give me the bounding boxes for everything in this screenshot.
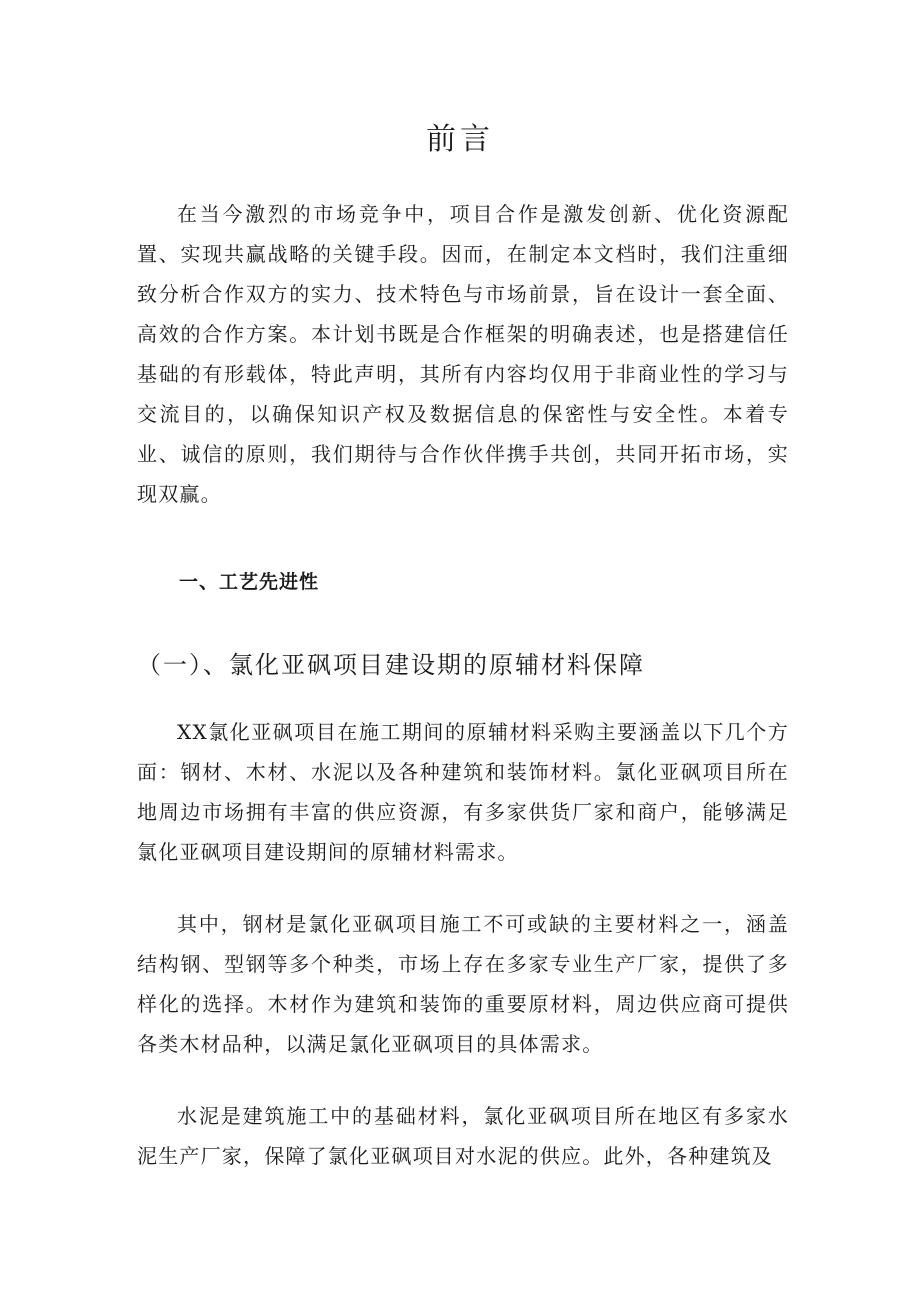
section-heading: 一、工艺先进性	[179, 571, 320, 593]
subsection-heading: （一）、氯化亚砜项目建设期的原辅材料保障	[137, 651, 645, 679]
body-paragraph-steel-wood: 其中，钢材是氯化亚砜项目施工不可或缺的主要材料之一，涵盖结构钢、型钢等多个种类，市场上存在多家专业生产厂家，提供了多样化的选择。木材作为建筑和装饰的重要原材料，周边供应商可提供各类木材品种，以满足氯化亚砜项目的具体需求。	[137, 912, 789, 1056]
body-paragraph-materials: XX氯化亚砜项目在施工期间的原辅材料采购主要涵盖以下几个方面：钢材、木材、水泥以及各种建筑和装饰材料。氯化亚砜项目所在地周边市场拥有丰富的供应资源，有多家供货厂家和商户，能够满足氯化亚砜项目建设期间的原辅材料需求。	[137, 720, 789, 864]
body-paragraph-cement: 水泥是建筑施工中的基础材料，氯化亚砜项目所在地区有多家水泥生产厂家，保障了氯化亚砜项目对水泥的供应。此外，各种建筑及	[137, 1104, 789, 1168]
intro-paragraph: 在当今激烈的市场竞争中，项目合作是激发创新、优化资源配置、实现共赢战略的关键手段。因而，在制定本文档时，我们注重细致分析合作双方的实力、技术特色与市场前景，旨在设计一套全面、高效的合作方案。本计划书既是合作框架的明确表述，也是搭建信任基础的有形载体，特此声明，其所有内容均仅用于非商业性的学习与交流目的，以确保知识产权及数据信息的保密性与安全性。本着专业、诚信的原则，我们期待与合作伙伴携手共创，共同开拓市场，实现双赢。	[137, 202, 789, 506]
page-title: 前言	[426, 122, 494, 157]
